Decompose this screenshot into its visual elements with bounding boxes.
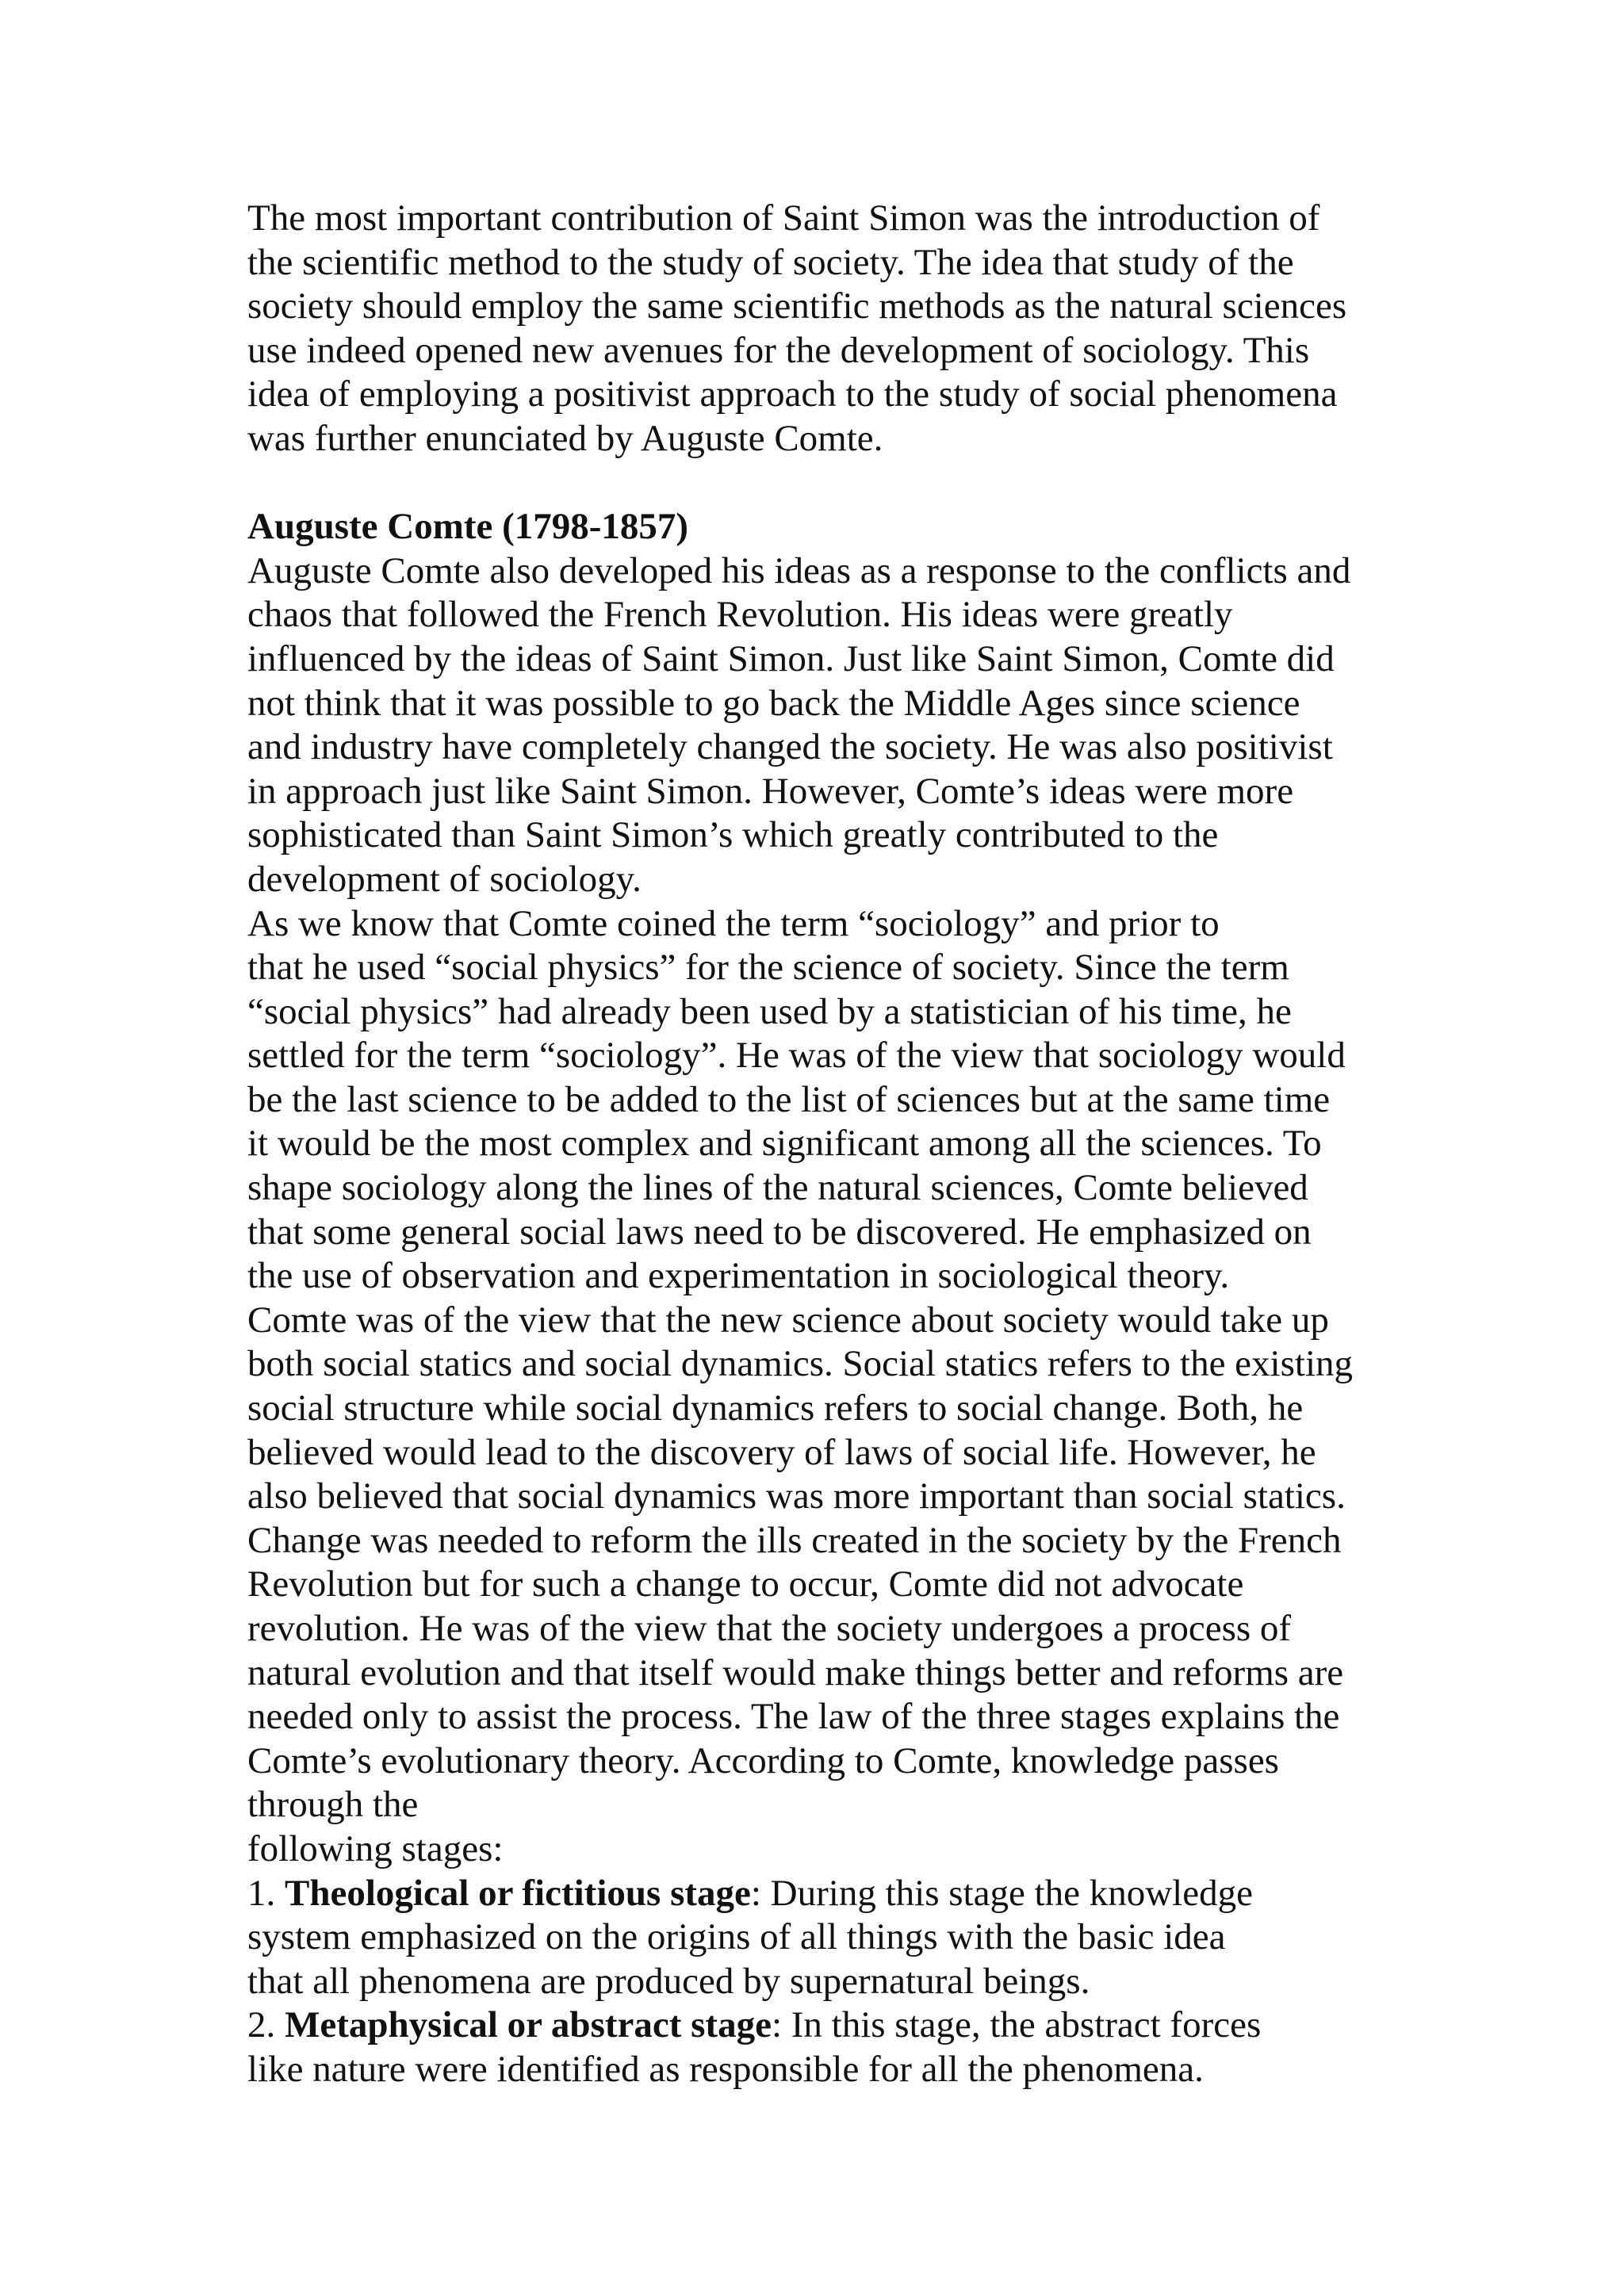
text-line: the scientific method to the study of society. The idea that study of the xyxy=(247,241,1294,283)
paragraph-3 xyxy=(247,1299,1421,1872)
text-line: The most important contribution of Saint Simon was the introduction of xyxy=(247,197,1320,239)
text-line: was further enunciated by Auguste Comte. xyxy=(247,417,883,459)
section-heading: Auguste Comte (1798-1857) xyxy=(247,506,689,548)
stage-item-1 xyxy=(247,1872,1421,2004)
intro-paragraph xyxy=(247,197,1421,461)
stage-number: 2. xyxy=(247,2004,285,2046)
stage-text: : In this stage, the abstract forces xyxy=(771,2004,1262,2046)
text-line: in approach just like Saint Simon. However, Comte’s ideas were more xyxy=(247,770,1294,812)
text-line: through the xyxy=(247,1784,419,1826)
text-line: society should employ the same scientific methods as the natural sciences xyxy=(247,285,1347,327)
text-line: Change was needed to reform the ills created in the society by the French xyxy=(247,1519,1342,1561)
text-line: following stages: xyxy=(247,1827,504,1869)
text-line: chaos that followed the French Revolution. His ideas were greatly xyxy=(247,594,1233,636)
text-line: that all phenomena are produced by supernatural beings. xyxy=(247,1960,1090,2002)
text-line: that he used “social physics” for the science of society. Since the term xyxy=(247,947,1289,989)
text-line: As we know that Comte coined the term “sociology” and prior to xyxy=(247,902,1220,944)
text-line: sophisticated than Saint Simon’s which greatly contributed to the xyxy=(247,814,1219,856)
text-line: system emphasized on the origins of all things with the basic idea xyxy=(247,1916,1226,1958)
stage-first-line xyxy=(247,1872,1421,1916)
text-line: “social physics” had already been used by a statistician of his time, he xyxy=(247,990,1292,1032)
text-line: Auguste Comte also developed his ideas as a response to the conflicts and xyxy=(247,549,1351,591)
paragraph-gap xyxy=(247,461,1421,506)
text-line: that some general social laws need to be discovered. He emphasized on xyxy=(247,1211,1312,1253)
text-line: revolution. He was of the view that the society undergoes a process of xyxy=(247,1608,1292,1649)
text-line: believed would lead to the discovery of laws of social life. However, he xyxy=(247,1431,1316,1473)
stage-term: Theological or fictitious stage xyxy=(285,1872,751,1914)
text-line: be the last science to be added to the list of sciences but at the same time xyxy=(247,1078,1331,1120)
text-line: natural evolution and that itself would make things better and reforms are xyxy=(247,1651,1344,1693)
stage-term: Metaphysical or abstract stage xyxy=(285,2004,772,2046)
text-line: influenced by the ideas of Saint Simon. Just like Saint Simon, Comte did xyxy=(247,637,1335,679)
text-line: not think that it was possible to go back the Middle Ages since science xyxy=(247,682,1300,724)
text-line: also believed that social dynamics was more important than social statics. xyxy=(247,1475,1346,1517)
text-line: settled for the term “sociology”. He was of the view that sociology would xyxy=(247,1035,1346,1077)
text-line: use indeed opened new avenues for the development of sociology. This xyxy=(247,329,1310,371)
stage-first-line xyxy=(247,2003,1421,2048)
stage-text: : During this stage the knowledge xyxy=(750,1872,1253,1914)
document-page xyxy=(247,197,1421,2092)
stage-number: 1. xyxy=(247,1872,285,1914)
text-line: like nature were identified as responsible for all the phenomena. xyxy=(247,2048,1204,2090)
text-line: both social statics and social dynamics. Social statics refers to the existing xyxy=(247,1343,1354,1385)
paragraph-2 xyxy=(247,902,1421,1299)
text-line: it would be the most complex and significant among all the sciences. To xyxy=(247,1123,1322,1165)
text-line: Comte was of the view that the new science about society would take up xyxy=(247,1299,1329,1341)
text-line: Comte’s evolutionary theory. According to Comte, knowledge passes xyxy=(247,1739,1279,1781)
text-line: social structure while social dynamics refers to social change. Both, he xyxy=(247,1387,1304,1429)
text-line: and industry have completely changed the society. He was also positivist xyxy=(247,726,1333,768)
paragraph-1 xyxy=(247,549,1421,902)
stage-item-2 xyxy=(247,2003,1421,2091)
text-line: development of sociology. xyxy=(247,858,642,900)
text-line: Revolution but for such a change to occur, Comte did not advocate xyxy=(247,1563,1244,1605)
text-line: idea of employing a positivist approach to the study of social phenomena xyxy=(247,373,1338,415)
text-line: the use of observation and experimentation in sociological theory. xyxy=(247,1255,1230,1297)
text-line: needed only to assist the process. The law of the three stages explains the xyxy=(247,1696,1340,1738)
text-line: shape sociology along the lines of the natural sciences, Comte believed xyxy=(247,1167,1308,1209)
